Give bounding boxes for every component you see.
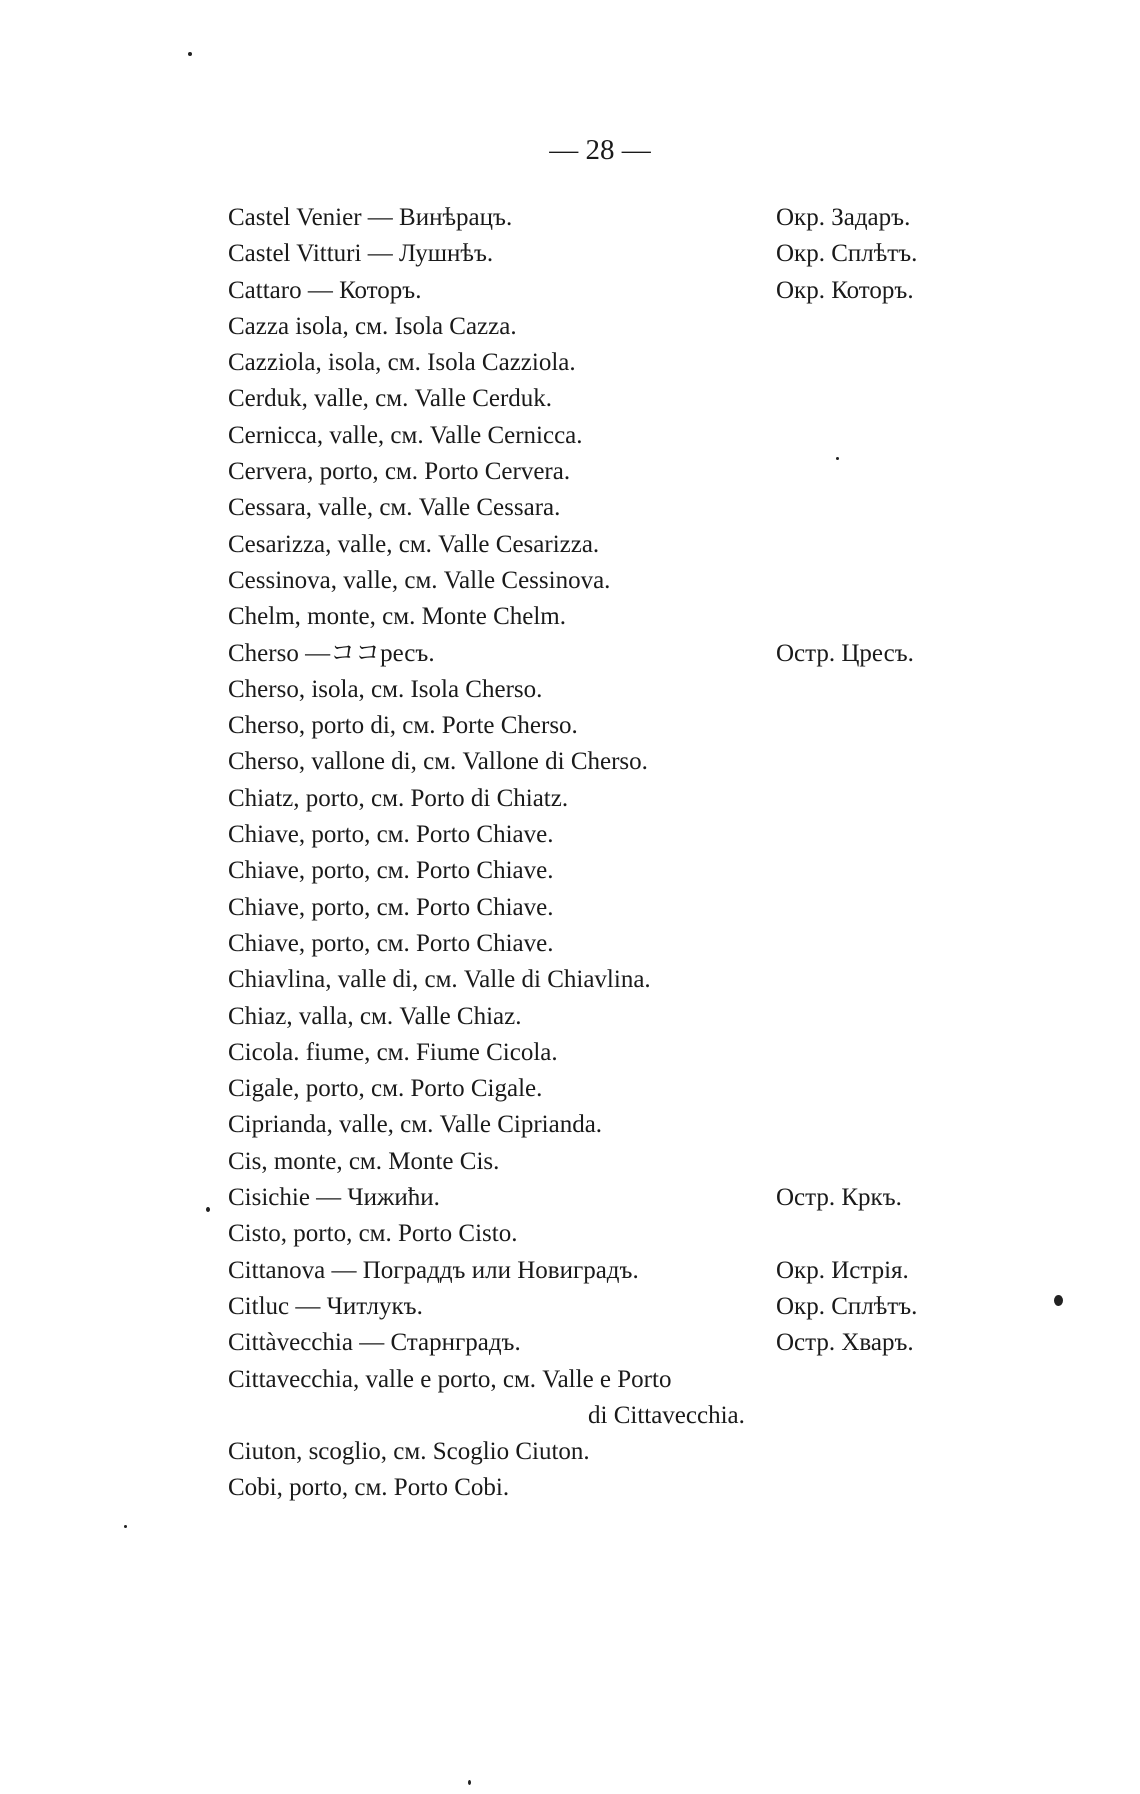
entry-region: Окр. Которъ. — [776, 276, 914, 304]
entry-region: Окр. Истрія. — [776, 1256, 909, 1284]
speck-dot — [124, 1525, 127, 1528]
gazetteer-entry — [228, 1398, 948, 1434]
entry-region: Остр. Цресъ. — [776, 639, 914, 667]
gazetteer-entry — [228, 672, 948, 708]
entry-name: Cisto, porto, см. Porto Cisto. — [228, 1220, 518, 1248]
gazetteer-entry — [228, 1107, 948, 1143]
gazetteer-entry — [228, 236, 948, 272]
entry-region: Окр. Сплѣтъ. — [776, 240, 918, 268]
gazetteer-entry — [228, 381, 948, 417]
entry-name: Cessara, valle, см. Valle Cessara. — [228, 494, 561, 522]
entry-name: Chiatz, porto, см. Porto di Chiatz. — [228, 784, 569, 812]
entry-name: Cazza isola, см. Isola Cazza. — [228, 312, 517, 340]
speck-dot — [468, 1780, 471, 1785]
gazetteer-entry — [228, 636, 948, 672]
gazetteer-entry — [228, 1253, 948, 1289]
gazetteer-entry — [228, 599, 948, 635]
gazetteer-entry — [228, 454, 948, 490]
gazetteer-entry — [228, 273, 948, 309]
entry-name: Cis, monte, см. Monte Cis. — [228, 1147, 500, 1175]
gazetteer-entry — [228, 527, 948, 563]
speck-dot — [836, 457, 839, 460]
gazetteer-entry — [228, 490, 948, 526]
gazetteer-entry — [228, 817, 948, 853]
entry-name: Cherso —ココресъ. — [228, 639, 435, 667]
speck-dot — [206, 1207, 210, 1212]
entry-name: Cherso, vallone di, см. Vallone di Cherso. — [228, 748, 648, 776]
speck-dot — [188, 52, 192, 56]
entry-region: Остр. Хваръ. — [776, 1329, 914, 1357]
entry-region: Окр. Сплѣтъ. — [776, 1292, 918, 1320]
gazetteer-entry-list — [228, 200, 948, 1507]
entry-name: Cernicca, valle, см. Valle Cernicca. — [228, 421, 583, 449]
entry-name: Chiaz, valla, см. Valle Chiaz. — [228, 1002, 522, 1030]
gazetteer-entry — [228, 1144, 948, 1180]
gazetteer-entry — [228, 1434, 948, 1470]
entry-name: Cittavecchia, valle e porto, см. Valle e Porto — [228, 1365, 672, 1393]
entry-name: Cobi, porto, см. Porto Cobi. — [228, 1474, 510, 1502]
entry-name: Cicola. fiume, см. Fiume Cicola. — [228, 1038, 558, 1066]
entry-name: di Cittavecchia. — [588, 1401, 745, 1429]
speck-dot — [1054, 1295, 1063, 1306]
entry-name: Cherso, porto di, см. Porte Cherso. — [228, 712, 578, 740]
entry-name: Castel Venier — Винѣрацъ. — [228, 204, 513, 231]
gazetteer-entry — [228, 563, 948, 599]
entry-name: Chiave, porto, см. Porto Chiave. — [228, 893, 554, 921]
entry-name: Castel Vitturi — Лушнѣъ. — [228, 240, 494, 268]
gazetteer-entry — [228, 853, 948, 889]
entry-name: Cherso, isola, см. Isola Cherso. — [228, 675, 543, 703]
gazetteer-entry — [228, 1035, 948, 1071]
entry-name: Cattaro — Которъ. — [228, 276, 422, 304]
gazetteer-entry — [228, 1362, 948, 1398]
entry-name: Cervera, porto, см. Porto Cervera. — [228, 458, 571, 486]
gazetteer-entry — [228, 708, 948, 744]
entry-name: Cigale, porto, см. Porto Cigale. — [228, 1075, 543, 1103]
gazetteer-entry — [228, 962, 948, 998]
entry-name: Chiavlina, valle di, см. Valle di Chiavlina. — [228, 966, 651, 994]
gazetteer-entry — [228, 1470, 948, 1506]
gazetteer-entry — [228, 1071, 948, 1107]
page-number: — 28 — — [549, 134, 651, 166]
gazetteer-entry — [228, 1216, 948, 1252]
gazetteer-entry — [228, 418, 948, 454]
entry-region: Окр. Задаръ. — [776, 204, 911, 231]
entry-name: Cesarizza, valle, см. Valle Cesarizza. — [228, 530, 600, 558]
gazetteer-entry — [228, 1289, 948, 1325]
entry-name: Cerduk, valle, см. Valle Cerduk. — [228, 385, 553, 413]
gazetteer-entry — [228, 1180, 948, 1216]
entry-name: Chiave, porto, см. Porto Chiave. — [228, 821, 554, 849]
entry-name: Cittàvecchia — Старнградъ. — [228, 1329, 521, 1357]
entry-name: Chelm, monte, см. Monte Chelm. — [228, 603, 567, 631]
gazetteer-entry — [228, 200, 948, 236]
entry-name: Cazziola, isola, см. Isola Cazziola. — [228, 349, 576, 377]
entry-name: Ciprianda, valle, см. Valle Ciprianda. — [228, 1111, 603, 1139]
entry-name: Cessinova, valle, см. Valle Cessinova. — [228, 566, 611, 594]
entry-region: Остр. Кркъ. — [776, 1184, 902, 1212]
gazetteer-entry — [228, 345, 948, 381]
entry-name: Cittanova — Пограддъ или Новиградъ. — [228, 1256, 639, 1284]
entry-name: Chiave, porto, см. Porto Chiave. — [228, 929, 554, 957]
gazetteer-entry — [228, 781, 948, 817]
entry-name: Citluc — Читлукъ. — [228, 1292, 423, 1320]
gazetteer-entry — [228, 309, 948, 345]
entry-name: Chiave, porto, см. Porto Chiave. — [228, 857, 554, 885]
gazetteer-entry — [228, 926, 948, 962]
gazetteer-entry — [228, 1325, 948, 1361]
entry-name: Cisichie — Чижићи. — [228, 1184, 440, 1212]
gazetteer-entry — [228, 890, 948, 926]
gazetteer-entry — [228, 999, 948, 1035]
entry-name: Ciuton, scoglio, см. Scoglio Ciuton. — [228, 1438, 590, 1466]
gazetteer-entry — [228, 744, 948, 780]
